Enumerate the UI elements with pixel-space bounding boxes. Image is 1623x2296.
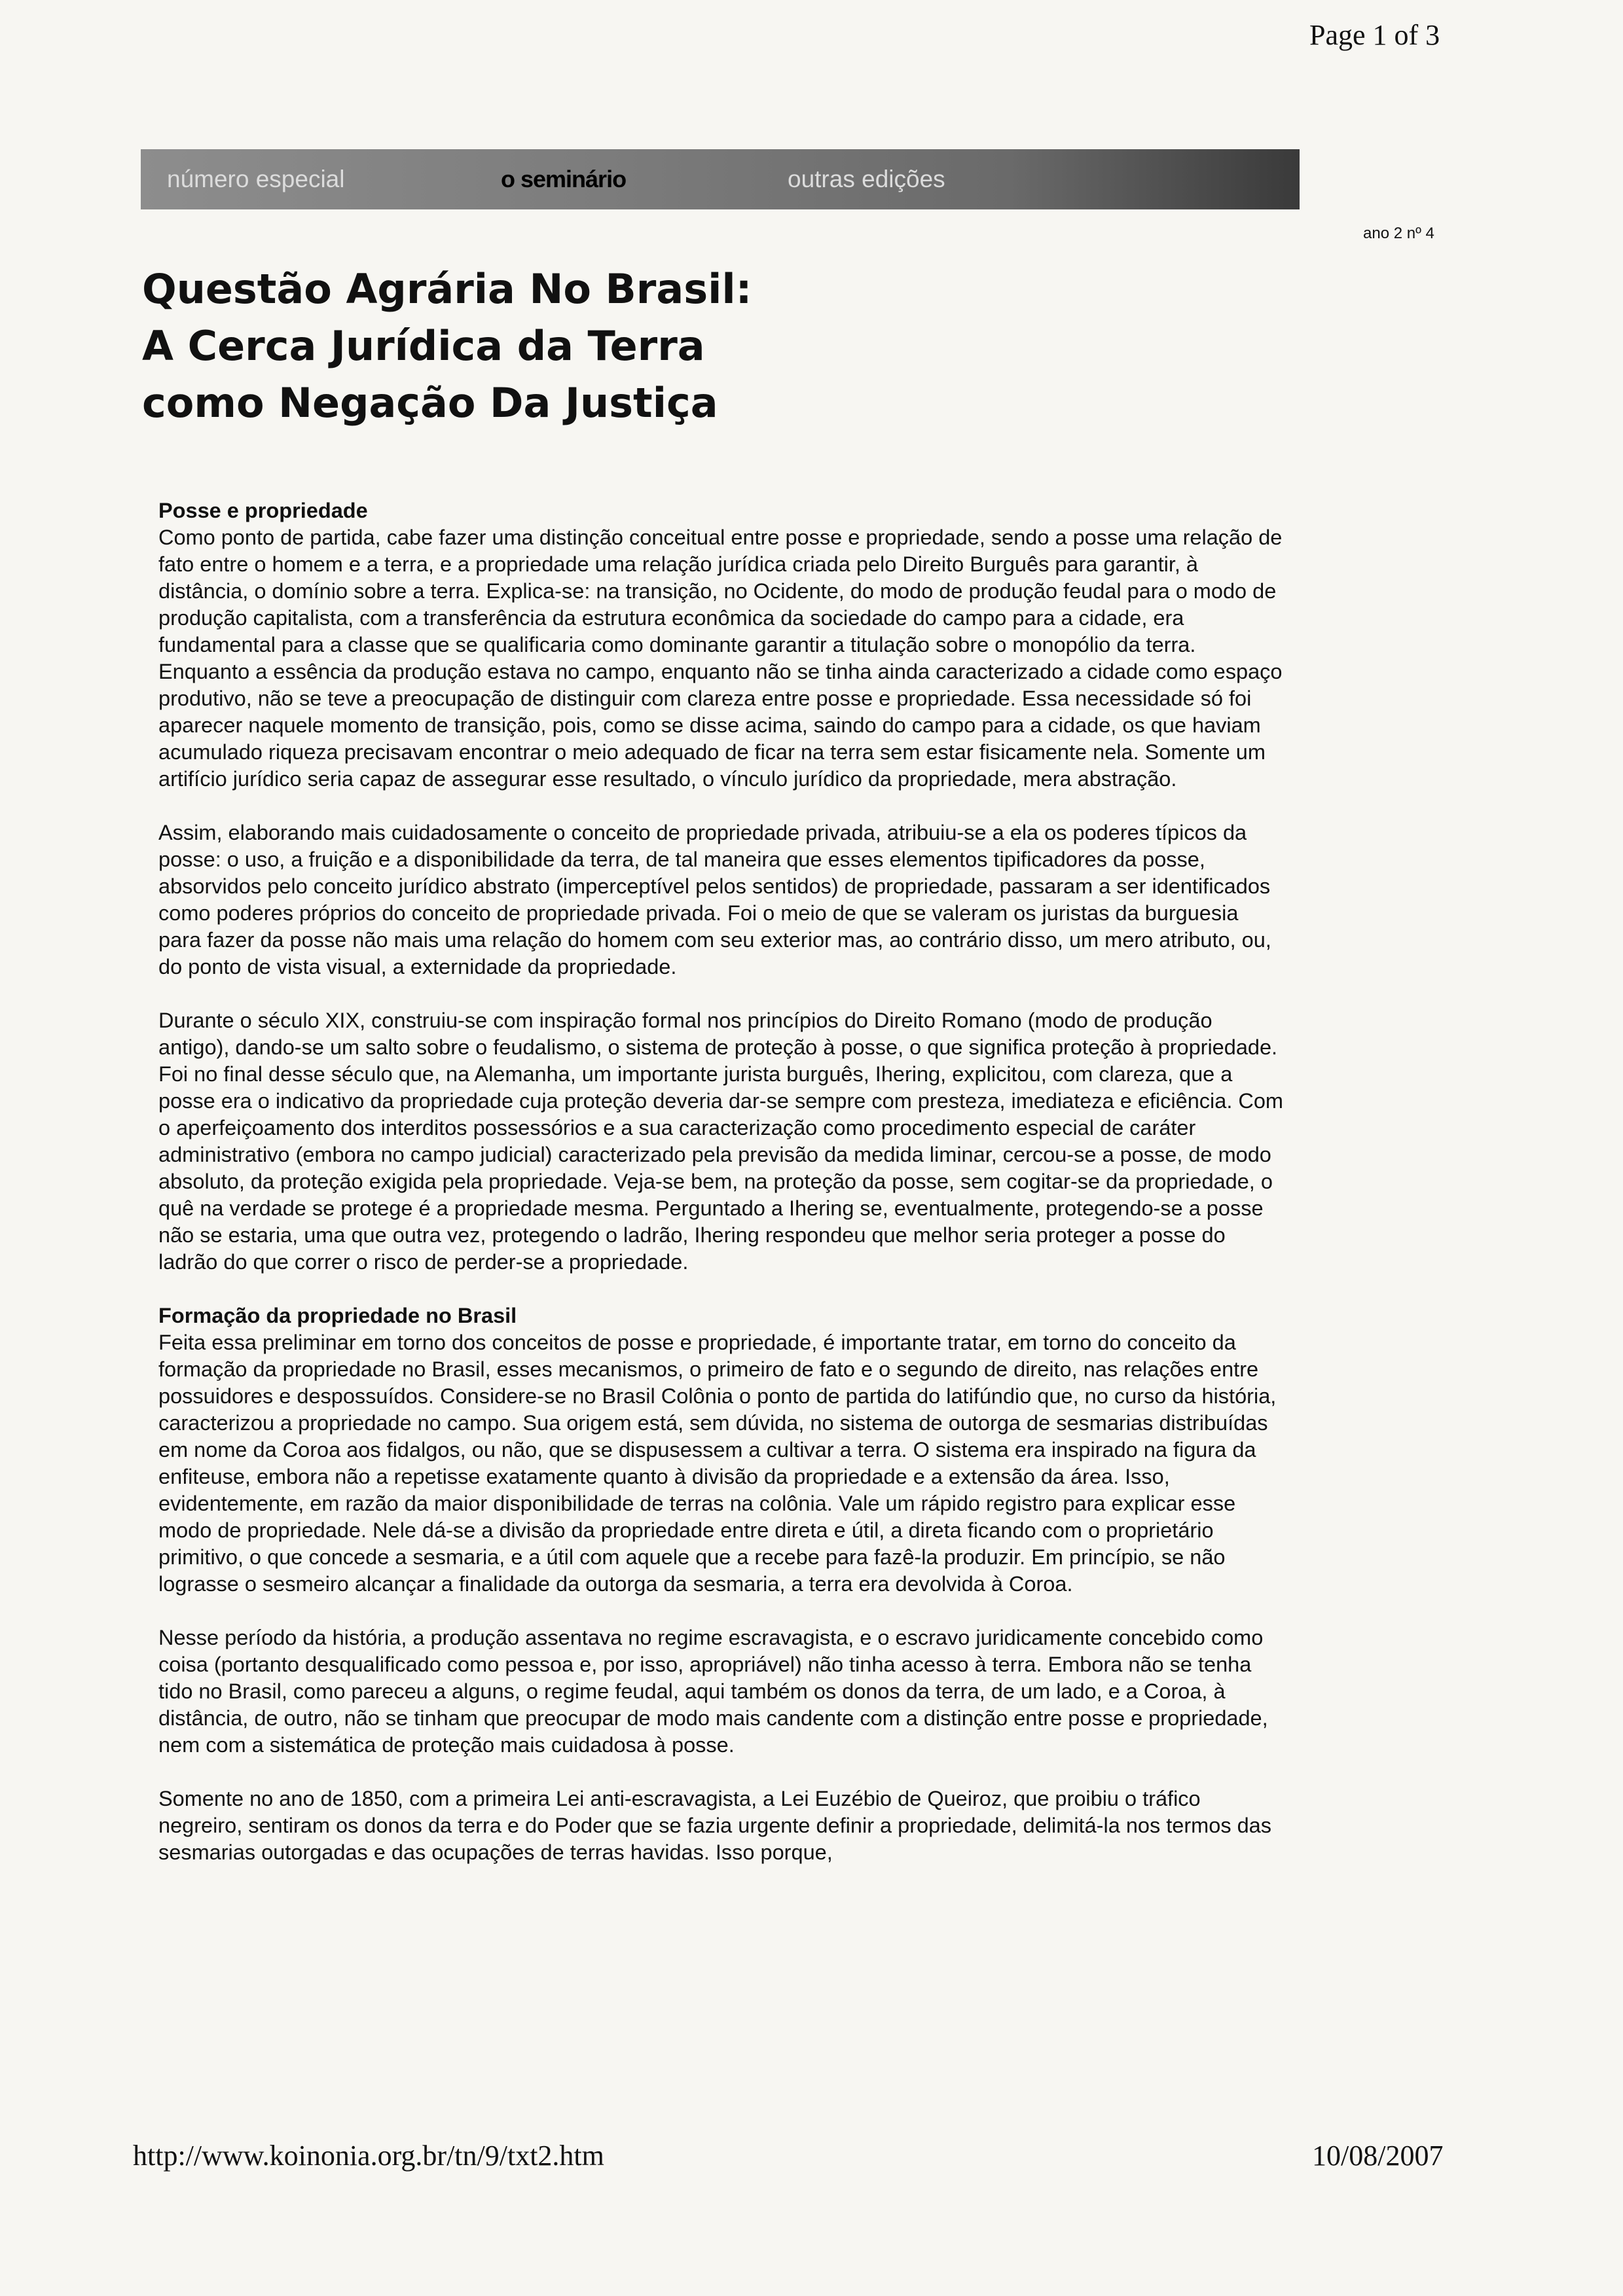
title-line-3: como Negação Da Justiça [142,379,718,427]
article-body [158,497,1285,1893]
footer-date: 10/08/2007 [1312,2140,1444,2172]
section-heading-posse: Posse e propriedade [158,499,368,522]
article-title [142,260,752,431]
title-line-2: A Cerca Jurídica da Terra [142,322,705,370]
paragraph: Feita essa preliminar em torno dos conceitos de posse e propriedade, é importante tratar, em torno do conceito da formação da propriedade no Brasil, esses mecanismos, o primeiro de fato e o segundo de direito, nas relações entre possuidores e despossuídos. Considere-se no Brasil Colônia o ponto de partida do latifúndio que, no curso da história, caracterizou a propriedade no campo. Sua origem está, sem dúvida, no sistema de outorga de sesmarias distribuídas em nome da Coroa aos fidalgos, ou não, que se dispusessem a cultivar a terra. O sistema era inspirado na figura da enfiteuse, embora não a repetisse exatamente quanto à divisão da propriedade e a extensão da área. Isso, evidentemente, em razão da maior disponibilidade de terras na colônia. Vale um rápido registro para explicar esse modo de propriedade. Nele dá-se a divisão da propriedade entre direta e útil, a direta ficando com o proprietário primitivo, o que concede a sesmaria, e a útil com aquele que a recebe para fazê-la produzir. Em princípio, se não lograsse o sesmeiro alcançar a finalidade da outorga da sesmaria, a terra era devolvida à Coroa. [158,1331,1277,1596]
page-number: Page 1 of 3 [1309,19,1440,51]
section-heading-formacao: Formação da propriedade no Brasil [158,1304,517,1327]
nav-o-seminario[interactable]: o seminário [501,166,627,192]
paragraph: Durante o século XIX, construiu-se com inspiração formal nos princípios do Direito Romano (modo de produção antigo), dando-se um salto sobre o feudalismo, o sistema de proteção à posse, o que significa proteção à propriedade. Foi no final desse século que, na Alemanha, um importante jurista burguês, Ihering, explicitou, com clareza, que a posse era o indicativo da propriedade cuja proteção deveria dar-se sempre com presteza, imediateza e eficiência. Com o aperfeiçoamento dos interditos possessórios e a sua caracterização como procedimento especial de caráter administrativo (embora no campo judicial) caracterizado pela previsão da medida liminar, cercou-se a posse, de modo absoluto, da proteção exigida pela propriedade. Veja-se bem, na proteção da posse, sem cogitar-se da propriedade, o quê na verdade se protege é a propriedade mesma. Perguntado a Ihering se, eventualmente, protegendo-se a posse não se estaria, uma que outra vez, protegendo o ladrão, Ihering respondeu que melhor seria proteger a posse do ladrão do que correr o risco de perder-se a propriedade. [158,1009,1283,1274]
nav-numero-especial[interactable]: número especial [167,166,345,192]
edition-nav-bar [141,149,1300,209]
paragraph: Nesse período da história, a produção assentava no regime escravagista, e o escravo juridicamente concebido como coisa (portanto desqualificado como pessoa e, por isso, apropriável) não tinha acesso à terra. Embora não se tenha tido no Brasil, como pareceu a alguns, o regime feudal, aqui também os donos da terra, de um lado, e a Coroa, à distância, de outro, não se tinham que preocupar de modo mais candente com a distinção entre posse e propriedade, nem com a sistemática de proteção mais cuidadosa à posse. [158,1626,1268,1757]
paragraph: Somente no ano de 1850, com a primeira Lei anti-escravagista, a Lei Euzébio de Queiroz, que proibiu o tráfico negreiro, sentiram os donos da terra e do Poder que se fazia urgente definir a propriedade, delimitá-la nos termos das sesmarias outorgadas e das ocupações de terras havidas. Isso porque, [158,1787,1271,1864]
title-line-1: Questão Agrária No Brasil: [142,265,752,313]
paragraph: Como ponto de partida, cabe fazer uma distinção conceitual entre posse e propriedade, sendo a posse uma relação de fato entre o homem e a terra, e a propriedade uma relação jurídica criada pelo Direito Burguês para garantir, à distância, o domínio sobre a terra. Explica-se: na transição, no Ocidente, do modo de produção feudal para o modo de produção capitalista, com a transferência da estrutura econômica da sociedade do campo para a cidade, era fundamental para a classe que se qualificaria como dominante garantir a titulação sobre o monopólio da terra. Enquanto a essência da produção estava no campo, enquanto não se tinha ainda caracterizado a cidade como espaço produtivo, não se teve a preocupação de distinguir com clareza entre posse e propriedade. Essa necessidade só foi aparecer naquele momento de transição, pois, como se disse acima, saindo do campo para a cidade, os que haviam acumulado riqueza precisavam encontrar o meio adequado de ficar na terra sem estar fisicamente nela. Somente um artifício jurídico seria capaz de assegurar esse resultado, o vínculo jurídico da propriedade, mera abstração. [158,526,1283,791]
edition-label: ano 2 nº 4 [1363,224,1434,242]
paragraph: Assim, elaborando mais cuidadosamente o conceito de propriedade privada, atribuiu-se a ela os poderes típicos da posse: o uso, a fruição e a disponibilidade da terra, de tal maneira que esses elementos tipificadores da posse, absorvidos pelo conceito jurídico abstrato (imperceptível pelos sentidos) de propriedade, passaram a ser identificados como poderes próprios do conceito de propriedade privada. Foi o meio de que se valeram os juristas da burguesia para fazer da posse não mais uma relação do homem com seu exterior mas, ao contrário disso, um mero atributo, ou, do ponto de vista visual, a externidade da propriedade. [158,821,1271,978]
nav-outras-edicoes[interactable]: outras edições [788,166,945,192]
footer-url: http://www.koinonia.org.br/tn/9/txt2.htm [133,2140,604,2172]
